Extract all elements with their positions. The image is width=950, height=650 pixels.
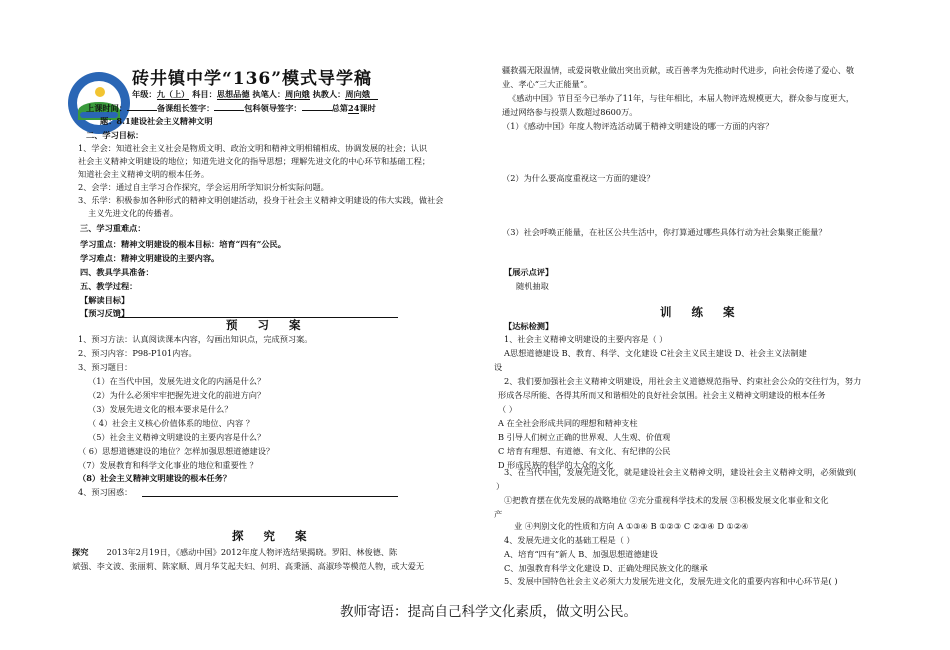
exercise-1-options: A思想道德建设 B、教育、科学、文化建设 C社会主义民主建设 D、社会主义法制建: [504, 348, 807, 358]
explore-question-2: （2）为什么要高度重视这一方面的建设？: [502, 173, 655, 183]
difficult-point: 学习难点：精神文明建设的主要内容。: [80, 253, 220, 263]
section-keypoints-heading: 三、学习重难点：: [80, 223, 146, 233]
leader-sign-blank[interactable]: [214, 110, 244, 111]
teacher-message: 教师寄语：提高自己科学文化素质，做文明公民。: [340, 604, 637, 620]
goal-1-line-2: 社会主义精神文明建设的地位；知道先进文化的指导思想；理解先进文化的中心环节和基础工程；: [78, 156, 431, 166]
standard-test-label: 【达标检测】: [504, 321, 554, 331]
header-sign-line: [86, 102, 376, 114]
bao-sign-label: 包科领导签字：: [244, 103, 302, 113]
preview-q4: （ 4）社会主义核心价值体系的地位、内容 ？: [88, 418, 254, 428]
explore-line-2: 斌强、李文波、张丽莉、陈家顺、周月华艾起夫妇、何玥、高秉涵、高淑珍等模范人物，或大爱无: [72, 561, 425, 571]
preview-q6: （ 6）思想道德建设的地位？怎样加强思想道德建设？: [78, 446, 275, 456]
exercise-3-options: 业 ④判别文化的性质和方向 A ①③④ B ①②③ C ②③④ D ①②④: [514, 521, 749, 531]
bao-sign-blank[interactable]: [302, 110, 332, 111]
explore-line-6: 通过网络参与投票人数超过8600万。: [502, 107, 638, 117]
exercise-2-line-1: 2、我们要加强社会主义精神文明建设，用社会主义道德规范指导、约束社会公众的交往行为，努力: [504, 376, 862, 386]
exercise-2-option-a: A 在全社会形成共同的理想和精神支柱: [498, 418, 638, 428]
total-label: 总第: [331, 103, 348, 113]
exercise-4-options-cd: C、加强教育科学文化建设 D、正确处理民族文化的继承: [504, 563, 708, 573]
key-point: 学习重点：精神文明建设的根本目标：培育“四有”公民。: [80, 239, 286, 249]
preview-content: 2、预习内容：P98-P101内容。: [78, 348, 197, 358]
exercise-5: 5、发展中国特色社会主义必须大力发展先进文化，发展先进文化的重要内容和中心环节是( ): [504, 576, 838, 586]
section-goals-heading: 二、学习目标：: [86, 130, 144, 140]
total-unit: 课时: [359, 103, 376, 113]
grade-label: 年级：: [132, 89, 157, 99]
section-tools-heading: 四、教具学具准备：: [80, 267, 154, 277]
goal-1-line-3: 知道社会主义精神文明的根本任务。: [78, 169, 210, 179]
exercise-1-tail: 设: [494, 362, 503, 372]
exercise-2-blank: （ ）: [498, 404, 517, 414]
exercise-1: 1、社会主义精神文明建设的主要内容是（ ）: [504, 334, 668, 344]
header-meta-line: [132, 88, 378, 100]
explore-line-4: 业、孝心“三大正能量”。: [502, 79, 593, 89]
teacher-label: 执教人：: [312, 89, 346, 99]
section-process-heading: 五、教学过程：: [80, 281, 138, 291]
preview-section-title: 预 习 案: [226, 318, 309, 332]
explore-line-3: 疆救孺无限温情，或爱岗敬业做出突出贡献，或百善孝为先推动时代进步，向社会传递了爱心、敬: [502, 65, 855, 75]
class-time-blank[interactable]: [127, 110, 157, 111]
exercise-2-option-d: D 形成民族的科学的大众的文化: [498, 460, 614, 470]
logo-sun: [95, 87, 105, 97]
exercise-2-line-2: 形成各尽所能、各得其所而又和谐相处的良好社会氛围。社会主义精神文明建设的根本任务: [498, 390, 826, 400]
topic-text: 8.1建设社会主义精神文明: [116, 116, 213, 126]
showcase-label: 【展示点评】: [504, 267, 554, 277]
preview-method: 1、预习方法：认真阅读课本内容，勾画出知识点，完成预习案。: [78, 334, 313, 344]
page-title: 砖井镇中学“136”模式导学稿: [132, 69, 373, 89]
random-pick: 随机抽取: [516, 281, 549, 291]
exercise-4-options-ab: A、培育“四有”新人 B、加强思想道德建设: [504, 549, 658, 559]
preview-confusion: 4、预习困惑：: [78, 487, 133, 497]
explore-question-3: （3）社会呼唤正能量，在社区公共生活中，你打算通过哪些具体行动为社会集聚正能量？: [502, 227, 827, 237]
goal-1-line-1: 1、学会：知道社会主义社会是物质文明、政治文明和精神文明相辅相成、协调发展的社会；认识: [78, 143, 428, 153]
goal-2: 2、会学：通过自主学习合作探究，学会运用所学知识分析实际问题。: [78, 182, 329, 192]
goal-3-line-1: 3、乐学：积极参加各种形式的精神文明创建活动，投身于社会主义精神文明建设的伟大实践，做社会: [78, 195, 444, 205]
preview-questions-label: 3、预习题目：: [78, 362, 133, 372]
explore-section-title: 探 究 案: [232, 529, 315, 543]
teacher-value: 周向娥: [345, 89, 378, 100]
preview-q7: （7）发展教育和科学文化事业的地位和重要性 ？: [78, 460, 258, 470]
class-time-label: 上课时间：: [86, 103, 127, 113]
writer-value: 周向娥: [285, 89, 310, 99]
explore-text-1: 2013年2月19日，《感动中国》2012年度人物评选结果揭晓。罗阳、林俊德、陈: [106, 547, 398, 557]
subject-label: 科目：: [192, 89, 217, 99]
preview-q8: （8）社会主义精神文明建设的根本任务？: [78, 473, 232, 483]
topic-label: 题：: [100, 116, 117, 126]
preview-q2: （2）为什么必须牢牢把握先进文化的前进方向？: [88, 390, 266, 400]
preview-q1: （1）在当代中国，发展先进文化的内涵是什么？: [88, 376, 266, 386]
explore-question-1: （1）《感动中国》年度人物评选活动属于精神文明建设的哪一方面的内容？: [502, 121, 774, 131]
total-number: 24: [348, 103, 360, 113]
exercise-3-line-4: 产: [494, 509, 503, 519]
exercise-2-option-c: C 培育有理想、有道德、有文化、有纪律的公民: [498, 446, 671, 456]
confusion-line: [142, 496, 398, 497]
interpret-goals-label: 【解读目标】: [80, 295, 130, 305]
exercise-4: 4、发展先进文化的基础工程是（ ）: [504, 535, 635, 545]
grade-value: 九（上）: [156, 89, 190, 99]
preview-q3: （3）发展先进文化的根本要求是什么？: [88, 404, 233, 414]
explore-line-5: 《感动中国》节目至今已举办了11年，与往年相比，本届人物评选规模更大，群众参与度更大，: [508, 93, 855, 103]
writer-label: 执笔人：: [252, 89, 286, 99]
training-section-title: 训 练 案: [660, 305, 743, 319]
exercise-3-line-1: 3、在当代中国，发展先进文化，就是建设社会主义精神文明，建设社会主义精神文明，必须做到(: [504, 467, 857, 477]
preview-q5: （5）社会主义精神文明建设的主要内容是什么？: [88, 432, 266, 442]
exercise-3-line-2: ）: [496, 481, 505, 491]
subject-value: 思想品德: [216, 89, 250, 99]
leader-sign-label: 备课组长签字：: [156, 103, 215, 113]
topic-line: [100, 115, 213, 127]
exercise-3-line-3: ①把教育摆在优先发展的战略地位 ②充分重视科学技术的发展 ③积极发展文化事业和文化: [504, 495, 829, 505]
explore-line-1: [72, 546, 397, 558]
preview-feedback-label: 【预习反馈】: [80, 308, 130, 318]
goal-3-line-2: 主义先进文化的传播者。: [88, 208, 179, 218]
explore-label: 探究: [72, 547, 89, 557]
exercise-2-option-b: B 引导人们树立正确的世界观、人生观、价值观: [498, 432, 671, 442]
